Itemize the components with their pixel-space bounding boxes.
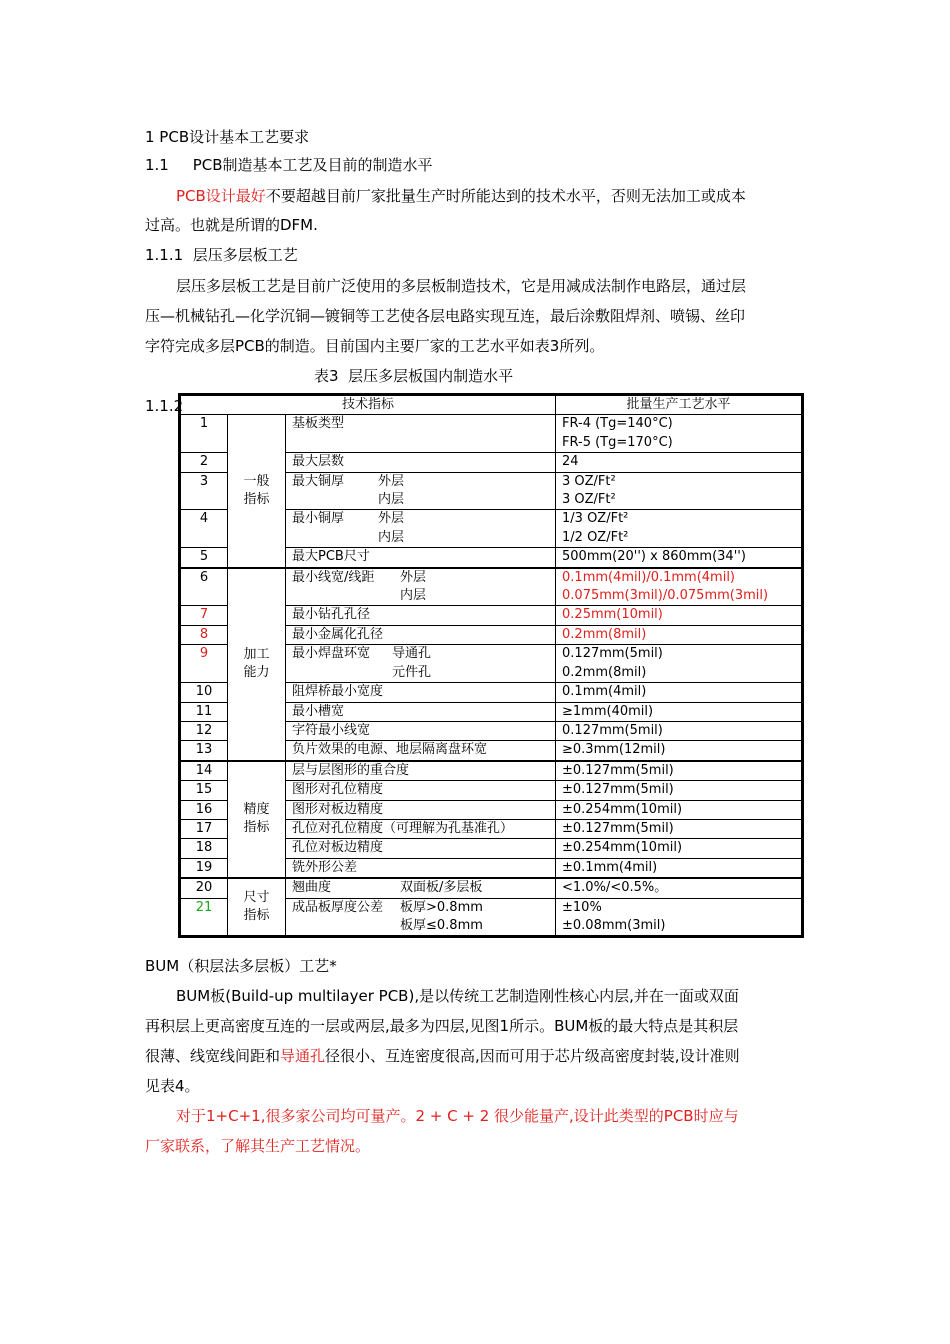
value-line: ±0.127mm(5mil) xyxy=(562,782,674,798)
item-name xyxy=(286,819,556,838)
item-line xyxy=(292,683,549,701)
item-sub: 外层 xyxy=(378,473,405,489)
item-main: 阻焊桥最小宽度 xyxy=(292,684,384,700)
value-line: 1/2 OZ/Ft² xyxy=(562,529,629,545)
item-line xyxy=(292,820,549,838)
para2-line3: 字符完成多层PCB的制造。目前国内主要厂家的工艺水平如表3所列。 xyxy=(145,337,605,355)
item-line xyxy=(292,569,549,587)
production-value xyxy=(556,741,803,761)
group-label-line: 尺寸 xyxy=(243,889,270,905)
item-line xyxy=(292,453,549,471)
item-line xyxy=(292,703,549,721)
item-name xyxy=(286,415,556,453)
production-value xyxy=(556,625,803,644)
row-number: 19 xyxy=(180,858,228,878)
value-line: FR-4 (Tg=140°C) xyxy=(562,416,673,432)
value-line: ±0.254mm(10mil) xyxy=(562,840,683,856)
table-row xyxy=(180,568,803,606)
para3-line3 xyxy=(145,1046,740,1066)
header-tech-index: 技术指标 xyxy=(180,395,556,415)
table-row xyxy=(180,415,803,453)
production-value xyxy=(556,453,803,472)
group-label xyxy=(228,878,286,937)
item-line xyxy=(292,801,549,819)
row-number: 7 xyxy=(180,606,228,625)
value-line: ±10% xyxy=(562,899,602,915)
item-name xyxy=(286,898,556,937)
para1-highlight: PCB设计最好 xyxy=(176,187,266,205)
item-name xyxy=(286,548,556,568)
item-line xyxy=(292,415,549,433)
row-number: 11 xyxy=(180,702,228,721)
production-value xyxy=(556,683,803,702)
row-number: 6 xyxy=(180,568,228,606)
item-main: 最小钻孔孔径 xyxy=(292,607,371,623)
item-main: 图形对板边精度 xyxy=(292,801,384,817)
item-main: 孔位对孔位精度（可理解为孔基准孔） xyxy=(292,820,514,836)
item-sub: 外层 xyxy=(400,569,427,585)
item-main: 层与层图形的重合度 xyxy=(292,762,410,778)
row-number: 13 xyxy=(180,741,228,761)
production-value xyxy=(556,819,803,838)
value-line: ±0.1mm(4mil) xyxy=(562,859,658,875)
group-label-line: 指标 xyxy=(243,820,270,836)
item-line xyxy=(292,587,549,605)
item-line xyxy=(292,859,549,877)
item-main: 最大铜厚 xyxy=(292,473,345,489)
heading-bum: BUM（积层法多层板）工艺* xyxy=(145,957,337,975)
para1-line1-text: 不要超越目前厂家批量生产时所能达到的技术水平，否则无法加工或成本 xyxy=(265,187,746,205)
item-line xyxy=(292,879,549,897)
value-line: ±0.127mm(5mil) xyxy=(562,820,674,836)
table-row xyxy=(180,878,803,898)
item-name xyxy=(286,472,556,510)
item-line xyxy=(292,899,549,917)
item-name xyxy=(286,761,556,781)
para3-line1: BUM板(Build-up multilayer PCB),是以传统工艺制造刚性核心内层,并在一面或双面 xyxy=(176,987,739,1005)
item-main: 铣外形公差 xyxy=(292,859,358,875)
production-value xyxy=(556,606,803,625)
item-sub: 板厚≤0.8mm xyxy=(400,917,483,933)
heading-1-1-1: 1.1.1 层压多层板工艺 xyxy=(145,246,298,264)
para4-line2: 厂家联系，了解其生产工艺情况。 xyxy=(145,1137,371,1155)
row-number: 8 xyxy=(180,625,228,644)
item-sub: 外层 xyxy=(378,511,405,527)
row-number: 12 xyxy=(180,721,228,740)
item-main: 最小金属化孔径 xyxy=(292,626,384,642)
para3-line3-a: 很薄、线宽线间距和 xyxy=(145,1047,281,1065)
item-line xyxy=(292,917,549,935)
value-line: FR-5 (Tg=170°C) xyxy=(562,434,673,450)
production-value xyxy=(556,858,803,878)
item-name xyxy=(286,800,556,819)
value-line: 24 xyxy=(562,454,579,470)
item-name xyxy=(286,702,556,721)
item-line xyxy=(292,529,549,547)
item-main: 最大PCB尺寸 xyxy=(292,549,370,565)
item-name xyxy=(286,878,556,898)
production-value xyxy=(556,472,803,510)
item-line xyxy=(292,510,549,528)
para1-line1 xyxy=(176,186,746,206)
row-number: 5 xyxy=(180,548,228,568)
value-line: 3 OZ/Ft² xyxy=(562,473,616,489)
item-line xyxy=(292,626,549,644)
value-line: ±0.08mm(3mil) xyxy=(562,917,666,933)
row-number: 1 xyxy=(180,415,228,453)
row-number: 21 xyxy=(180,898,228,937)
item-name xyxy=(286,625,556,644)
production-value xyxy=(556,839,803,858)
value-line: 0.075mm(3mil)/0.075mm(3mil) xyxy=(562,588,769,604)
group-label xyxy=(228,761,286,878)
item-main: 图形对孔位精度 xyxy=(292,782,384,798)
row-number: 16 xyxy=(180,800,228,819)
item-main: 负片效果的电源、地层隔离盘环宽 xyxy=(292,742,488,758)
value-line: 3 OZ/Ft² xyxy=(562,492,616,508)
item-name xyxy=(286,453,556,472)
item-line xyxy=(292,839,549,857)
item-main: 最小铜厚 xyxy=(292,511,345,527)
item-main: 最小线宽/线距 xyxy=(292,569,375,585)
item-main: 最大层数 xyxy=(292,454,345,470)
row-number: 2 xyxy=(180,453,228,472)
value-line: 500mm(20'') x 860mm(34'') xyxy=(562,549,746,565)
para3-line2: 再积层上更高密度互连的一层或两层,最多为四层,见图1所示。BUM板的最大特点是其积层 xyxy=(145,1017,739,1035)
value-line: ±0.254mm(10mil) xyxy=(562,801,683,817)
value-line: 0.1mm(4mil) xyxy=(562,684,647,700)
row-number: 20 xyxy=(180,878,228,898)
group-label xyxy=(228,568,286,761)
table-header-row xyxy=(180,395,803,415)
group-label-line: 加工 xyxy=(243,646,270,662)
item-main: 最小槽宽 xyxy=(292,703,345,719)
group-label-line: 一般 xyxy=(243,473,270,489)
row-number: 9 xyxy=(180,645,228,683)
item-main: 基板类型 xyxy=(292,416,345,432)
para4-line1: 对于1+C+1,很多家公司均可量产。2 + C + 2 很少能量产,设计此类型的PCB时应与 xyxy=(176,1107,739,1125)
value-line: <1.0%/<0.5%。 xyxy=(562,880,668,896)
item-line xyxy=(292,762,549,780)
item-name xyxy=(286,645,556,683)
production-value xyxy=(556,510,803,548)
item-main: 孔位对板边精度 xyxy=(292,840,384,856)
item-name xyxy=(286,858,556,878)
production-value xyxy=(556,702,803,721)
group-label-line: 精度 xyxy=(243,802,270,818)
production-value xyxy=(556,568,803,606)
production-value xyxy=(556,800,803,819)
item-line xyxy=(292,434,549,452)
item-line xyxy=(292,606,549,624)
value-line: 0.1mm(4mil)/0.1mm(4mil) xyxy=(562,569,736,585)
item-sub: 内层 xyxy=(378,529,405,545)
value-line: 0.2mm(8mil) xyxy=(562,664,647,680)
item-sub: 内层 xyxy=(378,492,405,508)
group-label-line: 指标 xyxy=(243,908,270,924)
production-value xyxy=(556,781,803,800)
item-name xyxy=(286,741,556,761)
value-line: 0.25mm(10mil) xyxy=(562,607,663,623)
table-row xyxy=(180,761,803,781)
item-sub: 板厚>0.8mm xyxy=(400,899,483,915)
item-name xyxy=(286,606,556,625)
production-value xyxy=(556,761,803,781)
value-line: 0.127mm(5mil) xyxy=(562,646,663,662)
item-sub: 内层 xyxy=(400,588,427,604)
row-number: 17 xyxy=(180,819,228,838)
row-number: 3 xyxy=(180,472,228,510)
item-name xyxy=(286,839,556,858)
production-value xyxy=(556,548,803,568)
value-line: 0.2mm(8mil) xyxy=(562,626,647,642)
heading-1-1: 1.1 PCB制造基本工艺及目前的制造水平 xyxy=(145,156,433,174)
row-number: 18 xyxy=(180,839,228,858)
item-main: 成品板厚度公差 xyxy=(292,899,384,915)
table-body xyxy=(180,395,803,937)
para2-line2: 压—机械钻孔—化学沉铜—镀铜等工艺使各层电路实现互连，最后涂敷阻焊剂、喷锡、丝印 xyxy=(145,307,746,325)
production-value xyxy=(556,415,803,453)
heading-1-1-2: 1.1.2 xyxy=(145,397,184,415)
item-line xyxy=(292,491,549,509)
group-label-line: 能力 xyxy=(243,665,270,681)
item-line xyxy=(292,781,549,799)
item-line xyxy=(292,722,549,740)
para3-highlight: 导通孔 xyxy=(280,1047,326,1065)
para3-line3-b: 径很小、互连密度很高,因而可用于芯片级高密度封装,设计准则 xyxy=(325,1047,740,1065)
row-number: 4 xyxy=(180,510,228,548)
table-caption: 表3 层压多层板国内制造水平 xyxy=(314,367,514,385)
header-production-level: 批量生产工艺水平 xyxy=(556,395,803,415)
row-number: 15 xyxy=(180,781,228,800)
item-line xyxy=(292,741,549,759)
value-line: ≥0.3mm(12mil) xyxy=(562,742,666,758)
item-name xyxy=(286,568,556,606)
row-number: 14 xyxy=(180,761,228,781)
item-main: 字符最小线宽 xyxy=(292,722,371,738)
value-line: ≥1mm(40mil) xyxy=(562,703,654,719)
item-main: 最小焊盘环宽 xyxy=(292,646,371,662)
para3-line4: 见表4。 xyxy=(145,1077,200,1095)
item-line xyxy=(292,473,549,491)
item-name xyxy=(286,721,556,740)
production-value xyxy=(556,898,803,937)
process-spec-table xyxy=(178,393,804,938)
item-main: 翘曲度 xyxy=(292,880,332,896)
production-value xyxy=(556,878,803,898)
value-line: 1/3 OZ/Ft² xyxy=(562,511,629,527)
item-sub: 导通孔 xyxy=(392,646,432,662)
production-value xyxy=(556,721,803,740)
heading-1: 1 PCB设计基本工艺要求 xyxy=(145,128,310,146)
para1-line2: 过高。也就是所谓的DFM. xyxy=(145,216,318,234)
para2-line1: 层压多层板工艺是目前广泛使用的多层板制造技术，它是用减成法制作电路层，通过层 xyxy=(176,277,747,295)
production-value xyxy=(556,645,803,683)
item-sub: 元件孔 xyxy=(392,664,432,680)
item-name xyxy=(286,781,556,800)
group-label-line: 指标 xyxy=(243,492,270,508)
row-number: 10 xyxy=(180,683,228,702)
group-label xyxy=(228,415,286,568)
item-line xyxy=(292,664,549,682)
item-name xyxy=(286,683,556,702)
item-sub: 双面板/多层板 xyxy=(400,880,483,896)
item-line xyxy=(292,645,549,663)
value-line: 0.127mm(5mil) xyxy=(562,722,663,738)
item-name xyxy=(286,510,556,548)
value-line: ±0.127mm(5mil) xyxy=(562,762,674,778)
item-line xyxy=(292,548,549,566)
